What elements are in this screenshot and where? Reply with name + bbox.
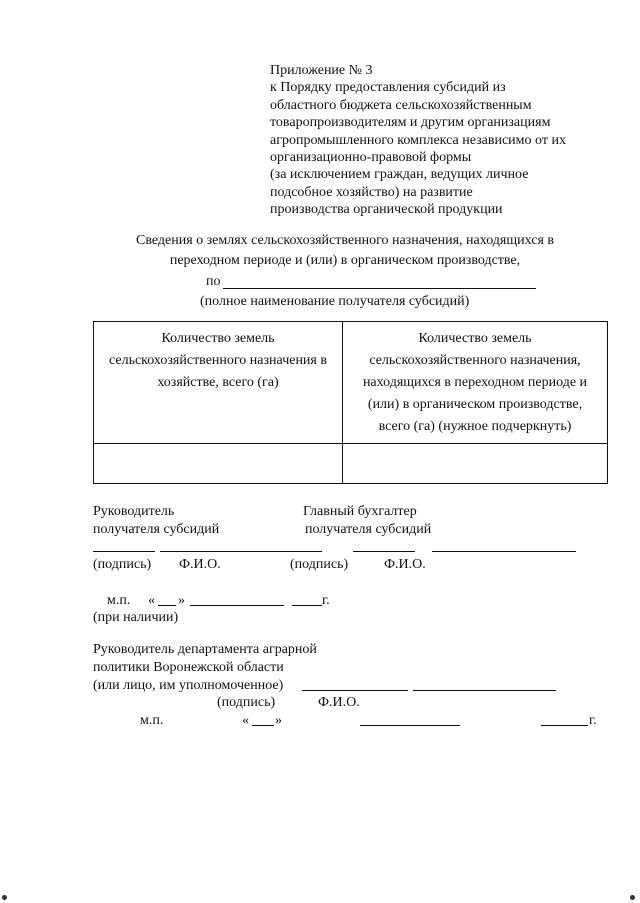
accountant-label-line-1: Главный бухгалтер	[303, 504, 417, 519]
appendix-line: подсобное хозяйство) на развитие	[270, 184, 473, 200]
scan-mark	[2, 895, 7, 900]
head-signature-line[interactable]	[93, 551, 155, 552]
appendix-line: товаропроизводителям и другим организациям	[270, 115, 551, 131]
department-line-1: Руководитель департамента аграрной	[93, 642, 317, 657]
scan-mark	[630, 895, 635, 900]
date-quote-open: «	[148, 593, 155, 608]
title-line-1: Сведения о землях сельскохозяйственного назначения, находящихся в	[135, 233, 555, 248]
table-header-total-land: Количество земель сельскохозяйственного назначения в хозяйстве, всего (га)	[109, 331, 327, 390]
date-quote-close: »	[178, 593, 185, 608]
land-data-table	[93, 321, 608, 484]
accountant-label-line-2: получателя субсидий	[305, 522, 432, 537]
table-cell-organic-land-value[interactable]	[343, 452, 607, 482]
date-month-field[interactable]	[190, 605, 284, 606]
head-fio-line[interactable]	[160, 551, 322, 552]
appendix-line: (за исключением граждан, ведущих личное	[270, 167, 529, 183]
date-day-field[interactable]	[158, 605, 176, 606]
date-year-field[interactable]	[292, 605, 322, 606]
department-date-year-field[interactable]	[541, 725, 588, 726]
department-signature-line[interactable]	[302, 690, 408, 691]
department-signature-note: (подпись)	[217, 695, 276, 710]
stamp-label: м.п.	[107, 593, 131, 608]
accountant-fio-note: Ф.И.О.	[384, 557, 426, 572]
department-date-quote-open: «	[242, 713, 249, 728]
department-fio-line[interactable]	[413, 690, 556, 691]
appendix-line: организационно-правовой формы	[270, 149, 472, 165]
title-line-2: переходном периоде и (или) в органическом производстве,	[169, 253, 521, 268]
appendix-header	[270, 62, 566, 219]
department-fio-note: Ф.И.О.	[318, 695, 360, 710]
accountant-signature-line[interactable]	[353, 551, 415, 552]
department-line-3: (или лицо, им уполномоченное)	[93, 678, 284, 693]
table-header-organic-land: Количество земель сельскохозяйственного назначения, находящихся в переходном периоде и (или) в органическом производстве, всего (га) (нужное подчеркнуть)	[362, 331, 588, 434]
accountant-signature-note: (подпись)	[290, 557, 349, 572]
table-cell-total-land-value[interactable]	[94, 452, 342, 482]
head-fio-note: Ф.И.О.	[179, 557, 221, 572]
appendix-line: к Порядку предоставления субсидий из	[270, 80, 506, 96]
head-label-line-1: Руководитель	[93, 504, 175, 519]
if-any-note: (при наличии)	[93, 610, 179, 625]
po-label: по	[206, 274, 221, 289]
department-date-day-field[interactable]	[252, 725, 274, 726]
document-title	[0, 232, 640, 272]
appendix-line: Приложение № 3	[270, 63, 373, 78]
year-suffix: г.	[322, 593, 330, 608]
head-label-line-2: получателя субсидий	[93, 522, 220, 537]
department-line-2: политики Воронежской области	[93, 660, 284, 675]
head-signature-note: (подпись)	[93, 557, 152, 572]
recipient-name-note: (полное наименование получателя субсидий)	[200, 294, 470, 309]
accountant-fio-line[interactable]	[432, 551, 576, 552]
appendix-line: агропромышленного комплекса независимо от их	[270, 132, 566, 148]
recipient-name-field[interactable]	[223, 288, 536, 289]
department-year-suffix: г.	[589, 713, 597, 728]
appendix-line: областного бюджета сельскохозяйственным	[270, 97, 532, 113]
appendix-line: производства органической продукции	[270, 202, 503, 218]
department-date-month-field[interactable]	[360, 725, 460, 726]
department-stamp-label: м.п.	[140, 713, 164, 728]
table-row-divider	[94, 443, 607, 444]
department-date-quote-close: »	[275, 713, 282, 728]
